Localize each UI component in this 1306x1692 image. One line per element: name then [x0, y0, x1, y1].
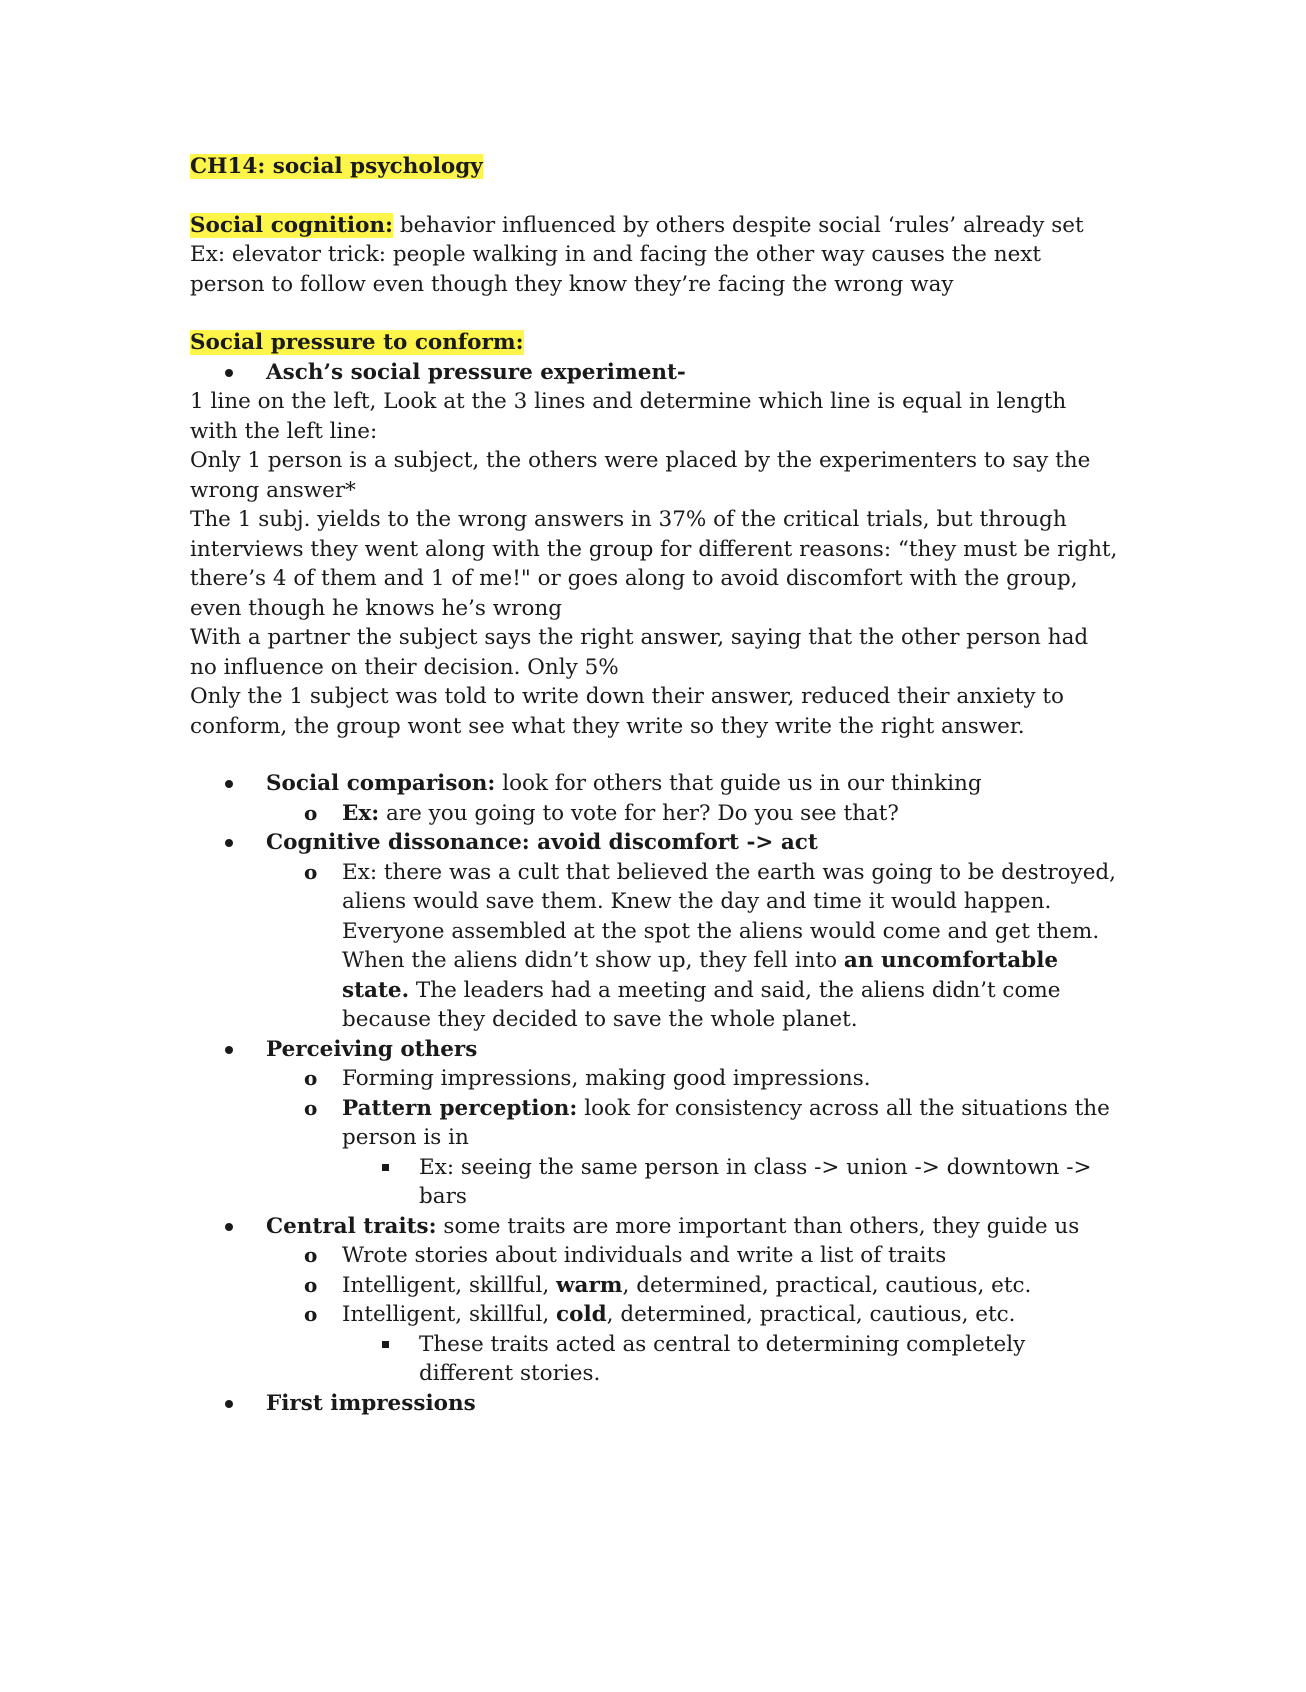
pattern-perception-item — [190, 1094, 1120, 1153]
social-comparison-example — [190, 799, 1120, 829]
notes-content — [190, 152, 1120, 1418]
title-highlight: CH14: social psychology — [190, 154, 483, 179]
traits-list-start: Intelligent, skillful, — [342, 1302, 557, 1327]
cognitive-dissonance-term: Cognitive dissonance: avoid discomfort -> act — [266, 830, 818, 855]
cognitive-dissonance-bullet — [190, 828, 1120, 858]
cult-example-bold: an uncomfortable state. — [342, 948, 1059, 1003]
bullet-dot-icon — [225, 839, 233, 847]
social-comparison-term: Social comparison: — [266, 771, 496, 796]
circle-bullet-icon: o — [304, 859, 318, 884]
bullet-dot-icon — [225, 1223, 233, 1231]
asch-bullet — [190, 358, 1120, 388]
cult-example-text: Ex: there was a cult that believed the earth was going to be destroyed, aliens would save them. Knew the day and time it would happen. Everyone assembled at the spot the aliens would come and get them. When the aliens didn’t show up, they fell into — [342, 859, 1117, 973]
example-label: Ex: — [342, 800, 380, 826]
central-traits-term: Central traits: — [266, 1213, 437, 1239]
cold-trait: cold — [556, 1302, 607, 1327]
central-traits-item — [190, 1300, 1120, 1330]
social-comparison-bullet — [190, 769, 1120, 799]
warm-trait: warm — [556, 1272, 623, 1298]
square-bullet-icon — [382, 1341, 389, 1348]
asch-paragraph: Only the 1 subject was told to write down their answer, reduced their anxiety to conform, the group wont see what they write so they write the right answer. — [190, 684, 1064, 739]
circle-bullet-icon: o — [304, 1272, 318, 1297]
asch-paragraph: The 1 subj. yields to the wrong answers in 37% of the critical trials, but through interviews they went along with the group for different reasons: “they must be right, there’s 4 of them and 1 of me!" or goes along to avoid discomfort with the group, even though he knows he’s wrong — [190, 507, 1118, 621]
forming-impressions-item — [190, 1064, 1120, 1094]
example-text: are you going to vote for her? Do you see that? — [379, 800, 899, 826]
page-title — [190, 152, 1120, 182]
perceiving-others-term: Perceiving others — [266, 1036, 478, 1062]
asch-paragraph: Only 1 person is a subject, the others were placed by the experimenters to say the wrong answer* — [190, 448, 1091, 503]
conformity-heading — [190, 328, 1120, 358]
social-cognition-definition: behavior influenced by others despite social ‘rules’ already set — [392, 212, 1084, 238]
cult-example-text-end: The leaders had a meeting and said, the aliens didn’t come because they decided to save the whole planet. — [342, 977, 1061, 1032]
square-bullet-icon — [382, 1164, 389, 1171]
central-traits-item — [190, 1271, 1120, 1301]
bullet-dot-icon — [225, 369, 233, 377]
circle-bullet-icon: o — [304, 1243, 318, 1267]
asch-paragraph: 1 line on the left, Look at the 3 lines and determine which line is equal in length with the left line: — [190, 389, 1067, 444]
pattern-example-item — [190, 1153, 1120, 1212]
social-comparison-definition: look for others that guide us in our thinking — [495, 771, 982, 796]
bullet-dot-icon — [225, 1046, 233, 1054]
central-traits-text: Wrote stories about individuals and write a list of traits — [342, 1243, 947, 1268]
pattern-perception-text: look for consistency across all the situations the person is in — [342, 1095, 1110, 1150]
traits-list-end: , determined, practical, cautious, etc. — [606, 1302, 1016, 1327]
social-cognition-example: Ex: elevator trick: people walking in and facing the other way causes the next person to follow even though they know they’re facing the wrong way — [190, 242, 1042, 297]
bullet-dot-icon — [225, 1400, 233, 1408]
first-impressions-bullet — [190, 1389, 1120, 1419]
central-traits-definition: some traits are more important than others, they guide us — [436, 1213, 1080, 1239]
traits-list-start: Intelligent, skillful, — [342, 1272, 557, 1298]
circle-bullet-icon: o — [304, 1302, 318, 1326]
bullet-dot-icon — [225, 780, 233, 788]
circle-bullet-icon: o — [304, 800, 318, 825]
traits-list-end: , determined, practical, cautious, etc. — [622, 1272, 1032, 1298]
forming-impressions-text: Forming impressions, making good impressions. — [342, 1066, 871, 1091]
conformity-heading-text: Social pressure to conform: — [190, 330, 524, 355]
pattern-example-text: Ex: seeing the same person in class -> union -> downtown -> bars — [419, 1154, 1092, 1209]
social-cognition-para — [190, 211, 1120, 241]
central-traits-item — [190, 1241, 1120, 1271]
central-traits-note-text: These traits acted as central to determining completely different stories. — [419, 1331, 1026, 1386]
central-traits-note — [190, 1330, 1120, 1389]
cult-example — [190, 858, 1120, 1035]
central-traits-bullet — [190, 1212, 1120, 1242]
circle-bullet-icon: o — [304, 1066, 318, 1090]
asch-paragraph: With a partner the subject says the right answer, saying that the other person had no influence on their decision. Only 5% — [190, 625, 1089, 680]
asch-bullet-text: Asch’s social pressure experiment- — [266, 359, 686, 385]
perceiving-others-bullet — [190, 1035, 1120, 1065]
social-cognition-term: Social cognition: — [190, 212, 393, 238]
circle-bullet-icon: o — [304, 1095, 318, 1120]
first-impressions-term: First impressions — [266, 1390, 476, 1416]
pattern-perception-term: Pattern perception: — [342, 1095, 578, 1121]
